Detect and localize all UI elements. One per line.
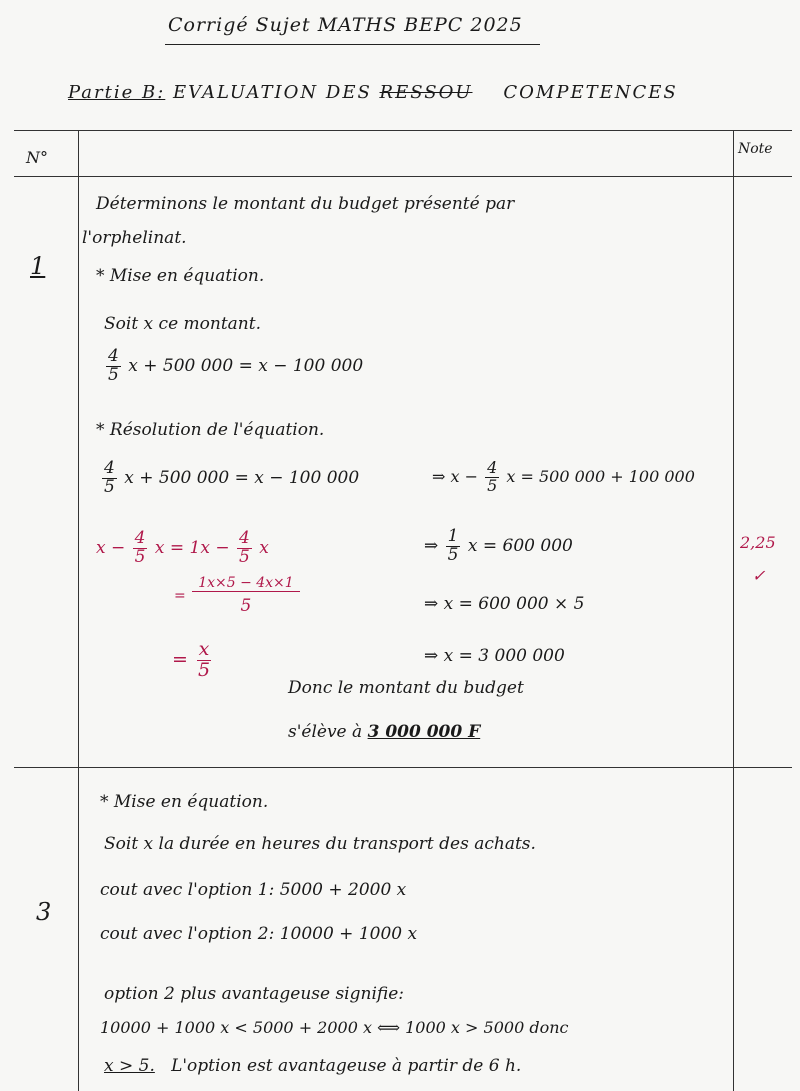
q3-inequality: 10000 + 1000 x < 5000 + 2000 x ⟺ 1000 x > 5000 donc — [100, 1018, 569, 1037]
q1-step-s3: ⇒ x = 3 000 000 — [424, 646, 565, 666]
partie-end: COMPETENCES — [503, 82, 678, 103]
q1-intro-line-2: l'orphelinat. — [82, 228, 187, 248]
row-divider — [14, 767, 792, 768]
q1-grade-mark: ✓ — [752, 566, 766, 585]
q1-red-working-1: x − $\frac{4}{5}$ x = 1x − $\frac{4}{5}$ x — [96, 528, 269, 567]
q1-conclusion-line-1: Donc le montant du budget — [288, 678, 524, 698]
column-header-note: Note — [738, 141, 773, 157]
q1-grade: 2,25 — [740, 533, 776, 552]
q1-step-s1: ⇒ $\frac{1}{5}$ x = 600 000 — [424, 526, 573, 565]
q1-intro-line-1: Déterminons le montant du budget présenté par — [96, 194, 515, 214]
question-number-1: 1 — [30, 252, 46, 280]
q1-conclusion-line-2: s'élève à 3 000 000 F — [288, 722, 481, 742]
section-heading — [68, 82, 678, 103]
q3-step1-title: * Mise en équation. — [100, 792, 269, 812]
q3-advantage: option 2 plus avantageuse signifie: — [104, 984, 405, 1004]
question-number-3: 3 — [36, 898, 52, 926]
partie-label: Partie B: — [68, 82, 166, 103]
q1-let: Soit x ce montant. — [104, 314, 261, 334]
q3-conclusion: x > 5. L'option est avantageuse à partir de 6 h. — [104, 1056, 522, 1076]
q1-equation: $\frac{4}{5}$ x + 500 000 = x − 100 000 — [108, 346, 364, 385]
table-header-border — [14, 176, 792, 177]
q1-red-working-3: = $\frac{x}{5}$ — [172, 638, 211, 681]
q1-red-working-2: = $\frac{1x\times 5 - 4x\times 1}{5}$ — [174, 576, 302, 616]
q3-cost-option-1: cout avec l'option 1: 5000 + 2000 x — [100, 880, 407, 900]
q1-resolution-left: $\frac{4}{5}$ x + 500 000 = x − 100 000 — [104, 458, 360, 497]
q1-step2-title: * Résolution de l'équation. — [96, 420, 325, 440]
q1-resolution-right: ⇒ x − $\frac{4}{5}$ x = 500 000 + 100 000 — [432, 458, 695, 495]
q1-step-s2: ⇒ x = 600 000 × 5 — [424, 594, 585, 614]
partie-struck-word: RESSOU — [379, 82, 473, 103]
q3-cost-option-2: cout avec l'option 2: 10000 + 1000 x — [100, 924, 418, 944]
column-header-number: N° — [26, 148, 48, 167]
column-divider-left — [78, 130, 79, 1091]
page-title: Corrigé Sujet MATHS BEPC 2025 — [168, 14, 523, 36]
column-divider-right — [733, 130, 734, 1091]
table-top-border — [14, 130, 792, 131]
partie-text: EVALUATION DES — [173, 82, 372, 103]
q1-step1-title: * Mise en équation. — [96, 266, 265, 286]
title-underline — [165, 44, 540, 45]
q3-let: Soit x la durée en heures du transport des achats. — [104, 834, 536, 854]
